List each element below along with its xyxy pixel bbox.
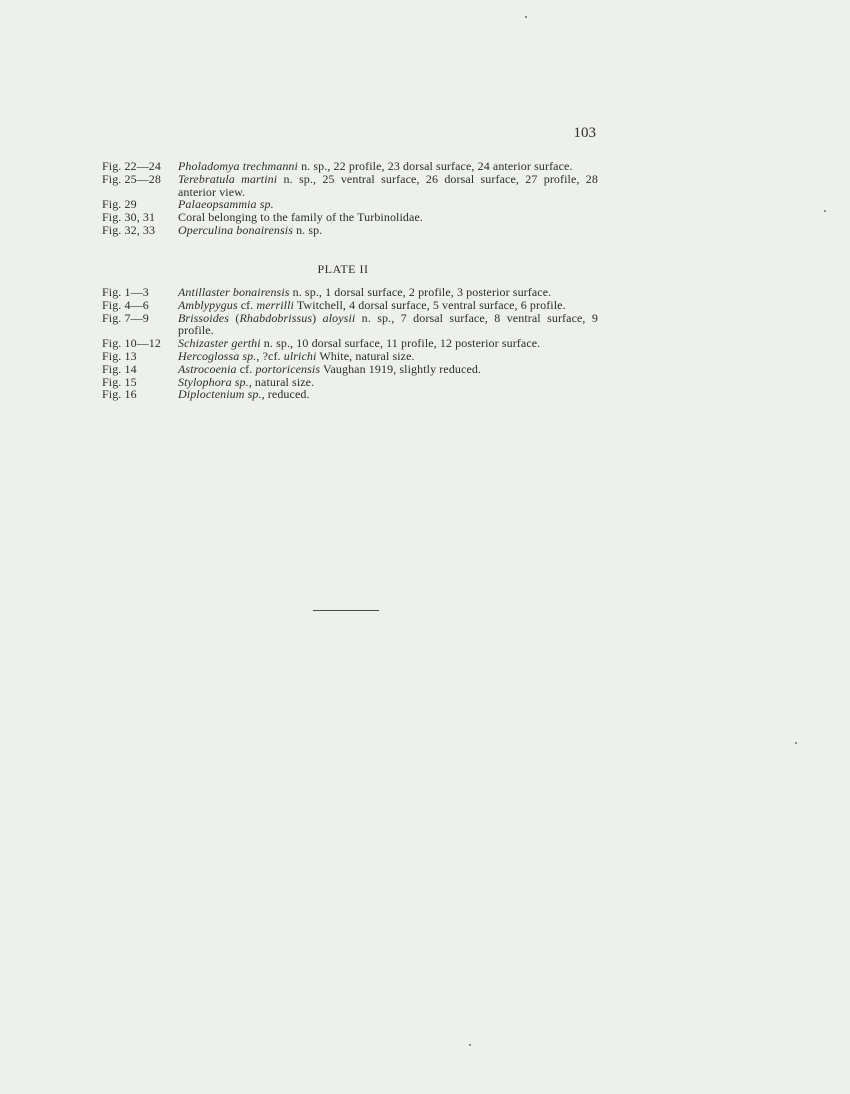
figure-entry bbox=[102, 376, 598, 389]
taxon-name: Operculina bonairensis bbox=[178, 222, 293, 237]
description-text: White, natural size. bbox=[316, 348, 415, 363]
paper-speck bbox=[795, 742, 797, 744]
description-text: n. sp. bbox=[292, 222, 323, 237]
taxon-name: Amblypygus bbox=[178, 297, 238, 312]
figure-list-plate-2 bbox=[102, 286, 598, 401]
description-text: n. sp., 25 ventral surface, 26 dorsal surface, 27 profile, 28 anterior view. bbox=[178, 171, 599, 199]
plate-heading: PLATE II bbox=[317, 262, 369, 276]
taxon-name: Diploctenium sp. bbox=[178, 387, 262, 402]
figure-entry bbox=[102, 312, 598, 338]
figure-number: Fig. 32, 33 bbox=[102, 222, 156, 237]
taxon-name: Antillaster bonairensis bbox=[178, 285, 290, 299]
figure-description bbox=[178, 312, 598, 338]
description-text: Twitchell, 4 dorsal surface, 5 ventral surface, 6 profile. bbox=[293, 297, 566, 312]
taxon-name: Stylophora sp. bbox=[178, 374, 249, 389]
figure-entry bbox=[102, 363, 598, 376]
figure-number: Fig. 15 bbox=[102, 374, 137, 389]
figure-description bbox=[178, 224, 598, 237]
taxon-name: aloysii bbox=[322, 310, 356, 325]
figure-number: Fig. 1—3 bbox=[102, 285, 149, 299]
figure-number: Fig. 22—24 bbox=[102, 159, 162, 173]
taxon-name: Rhabdobrissus bbox=[239, 310, 313, 325]
page-number: 103 bbox=[573, 125, 596, 141]
figure-number: Fig. 7—9 bbox=[102, 310, 149, 325]
figure-description bbox=[178, 173, 598, 199]
figure-number: Fig. 13 bbox=[102, 348, 137, 363]
description-text: cf. bbox=[236, 361, 256, 376]
taxon-name: Pholadomya trechmanni bbox=[178, 159, 298, 173]
description-text: n. sp., 10 dorsal surface, 11 profile, 12 posterior surface. bbox=[260, 336, 541, 351]
paper-speck bbox=[824, 210, 826, 212]
figure-entry bbox=[102, 173, 598, 199]
taxon-name: Hercoglossa sp. bbox=[178, 348, 257, 363]
figure-list-plate-1 bbox=[102, 160, 598, 237]
taxon-name: portoricensis bbox=[255, 361, 321, 376]
figure-entry bbox=[102, 224, 598, 237]
figure-number: Fig. 16 bbox=[102, 387, 137, 402]
taxon-name: ulrichi bbox=[283, 348, 317, 363]
description-text: , reduced. bbox=[261, 387, 310, 402]
figure-number: Fig. 29 bbox=[102, 197, 137, 212]
taxon-name: merrilli bbox=[256, 297, 294, 312]
description-text: Coral belonging to the family of the Turbinolidae. bbox=[178, 210, 423, 225]
description-text: n. sp., 22 profile, 23 dorsal surface, 24 anterior surface. bbox=[297, 159, 573, 173]
figure-number: Fig. 4—6 bbox=[102, 297, 149, 312]
end-rule bbox=[313, 610, 379, 611]
figure-number: Fig. 14 bbox=[102, 361, 137, 376]
description-text: cf. bbox=[237, 297, 257, 312]
taxon-name: Terebratula martini bbox=[178, 171, 278, 186]
figure-description bbox=[178, 388, 598, 401]
description-text: n. sp., 7 dorsal surface, 8 ventral surface, 9 profile. bbox=[178, 310, 598, 338]
taxon-name: Astrocoenia bbox=[178, 361, 237, 376]
description-text: Vaughan 1919, slightly reduced. bbox=[320, 361, 482, 376]
figure-number: Fig. 25—28 bbox=[102, 171, 162, 186]
figure-number: Fig. 30, 31 bbox=[102, 210, 156, 225]
description-text: , ?cf. bbox=[256, 348, 284, 363]
description-text: , natural size. bbox=[248, 374, 315, 389]
paper-speck bbox=[469, 1044, 471, 1046]
figure-entry bbox=[102, 388, 598, 401]
description-text: n. sp., 1 dorsal surface, 2 profile, 3 posterior surface. bbox=[289, 285, 552, 299]
figure-entry bbox=[102, 211, 598, 224]
figure-number: Fig. 10—12 bbox=[102, 336, 162, 351]
paper-speck bbox=[525, 16, 527, 18]
description-text: ) bbox=[312, 310, 323, 325]
description-text: ( bbox=[229, 310, 240, 325]
taxon-name: Schizaster gerthi bbox=[178, 336, 261, 351]
taxon-name: Palaeopsammia sp. bbox=[178, 197, 274, 212]
taxon-name: Brissoides bbox=[178, 310, 230, 325]
